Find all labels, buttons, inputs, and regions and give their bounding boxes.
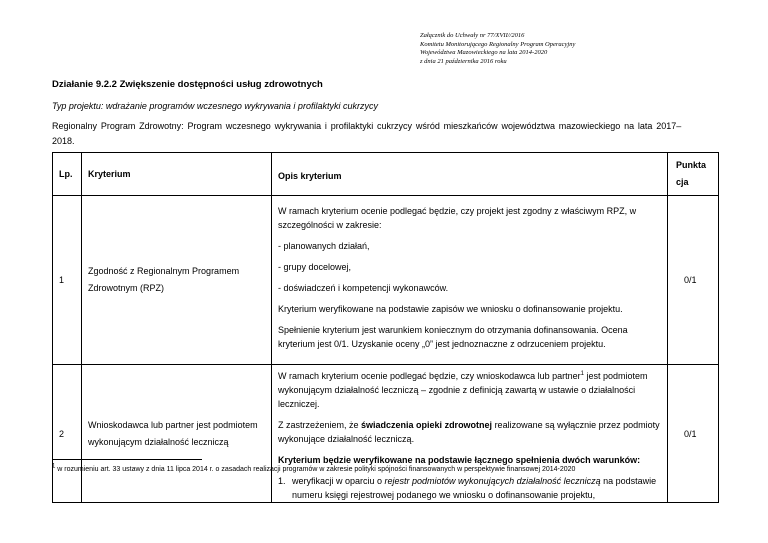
program-line-1: Regionalny Program Zdrowotny: Program wczesnego wykrywania i profilaktyki cukrzycy wśród mieszkańców województwa mazowieckiego na lata 2017– — [52, 121, 682, 131]
section-title: Działanie 9.2.2 Zwiększenie dostępności usług zdrowotnych — [52, 79, 323, 90]
row-points-value: 0/1 — [684, 428, 697, 439]
row-1-description — [272, 196, 668, 365]
condition-number: 1. — [278, 476, 286, 486]
description-fragment: realizowane są wyłącznie przez podmioty — [492, 420, 660, 430]
program-line-2: 2018. — [52, 136, 75, 146]
row-lp-value: 2 — [59, 428, 65, 439]
description-bullet: - doświadczeń i kompetencji wykonawców. — [278, 283, 449, 293]
description-bullet: - planowanych działań, — [278, 241, 370, 251]
row-points-value: 0/1 — [684, 275, 697, 285]
criterion-name-line: Wnioskodawca lub partner jest podmiotem — [88, 419, 258, 430]
criteria-table — [52, 152, 719, 503]
description-fragment: jest podmiotem — [584, 371, 648, 381]
condition-item-continuation: numeru księgi rejestrowej podanego we wniosku o dofinansowanie projektu, — [292, 490, 596, 500]
header-points-line-1: Punkta — [676, 160, 707, 170]
header-note-line: Załącznik do Uchwały nr 77/XVII//2016 — [420, 32, 525, 39]
footnote-mark: 1 — [52, 463, 56, 470]
footnote-separator — [52, 459, 202, 460]
row-1-lp — [53, 196, 82, 365]
header-note — [420, 32, 750, 66]
header-lp-label: Lp. — [59, 169, 73, 179]
row-2-points — [668, 365, 719, 503]
table-row — [53, 196, 719, 365]
description-text: kryterium jest 0/1. Uzyskanie oceny „0” jest jednoznaczne z odrzuceniem projektu. — [278, 339, 606, 349]
header-note-line: Komitetu Monitorującego Regionalny Program Operacyjny — [420, 40, 576, 48]
row-2-lp — [53, 365, 82, 503]
row-2-criterion — [82, 365, 272, 503]
description-text: leczniczej. — [278, 399, 320, 409]
description-text: szczególności w zakresie: — [278, 220, 382, 230]
header-note-line: Województwa Mazowieckiego na lata 2014-2020 — [420, 49, 548, 56]
criterion-name-line: Zgodność z Regionalnym Programem — [88, 266, 240, 276]
description-fragment: W ramach kryterium ocenie podlegać będzie, czy wnioskodawca lub partner — [278, 371, 581, 381]
header-criterion-label: Kryterium — [88, 169, 131, 179]
description-italic: rejestr podmiotów wykonujących działalność leczniczą — [384, 476, 601, 486]
header-description — [272, 153, 668, 196]
footnote-text: w rozumieniu art. 33 ustawy z dnia 11 lipca 2014 r. o zasadach realizacji programów w zakresie polityki spójności finansowanych w perspektywie finansowej 2014-2020 — [55, 466, 576, 473]
header-description-label: Opis kryterium — [278, 171, 342, 181]
description-fragment: na podstawie — [600, 476, 657, 486]
condition-item — [278, 474, 661, 488]
footnote — [52, 463, 576, 473]
header-points — [668, 153, 719, 196]
description-text: wykonującym działalność leczniczą – zgodnie z definicją zawartą w ustawie o działalności — [278, 385, 636, 395]
program-description — [52, 119, 718, 149]
description-text: Kryterium weryfikowane na podstawie zapisów we wniosku o dofinansowanie projektu. — [278, 304, 623, 314]
description-text: Spełnienie kryterium jest warunkiem koniecznym do otrzymania dofinansowania. Ocena — [278, 325, 628, 335]
row-lp-value: 1 — [59, 275, 65, 285]
table-header-row — [53, 153, 719, 196]
description-text: wykonujące działalność leczniczą. — [278, 434, 415, 444]
description-text — [278, 418, 661, 432]
description-emphasis: świadczenia opieki zdrowotnej — [361, 420, 493, 430]
description-heading: Kryterium będzie weryfikowane na podstawie łącznego spełnienia dwóch warunków: — [278, 455, 641, 465]
row-1-points — [668, 196, 719, 365]
description-text — [278, 369, 661, 383]
header-points-line-2: cja — [676, 177, 689, 187]
footnote-reference[interactable]: 1 — [580, 371, 584, 377]
description-bullet: - grupy docelowej, — [278, 262, 352, 272]
table-row — [53, 365, 719, 503]
description-fragment: Z zastrzeżeniem, że — [278, 420, 362, 430]
header-criterion — [82, 153, 272, 196]
header-note-line: z dnia 21 października 2016 roku — [420, 57, 507, 65]
row-2-description — [272, 365, 668, 503]
criterion-name-line: wykonującym działalność leczniczą — [88, 436, 229, 447]
project-type: Typ projektu: wdrażanie programów wczesnego wykrywania i profilaktyki cukrzycy — [52, 101, 378, 111]
header-lp — [53, 153, 82, 196]
description-fragment: weryfikacji w oparciu o — [292, 476, 385, 486]
description-text: W ramach kryterium ocenie podlegać będzie, czy projekt jest zgodny z właściwym RPZ, w — [278, 206, 637, 216]
criterion-name-line: Zdrowotnym (RPZ) — [88, 283, 165, 293]
header-points-label — [668, 157, 718, 191]
row-1-criterion — [82, 196, 272, 365]
